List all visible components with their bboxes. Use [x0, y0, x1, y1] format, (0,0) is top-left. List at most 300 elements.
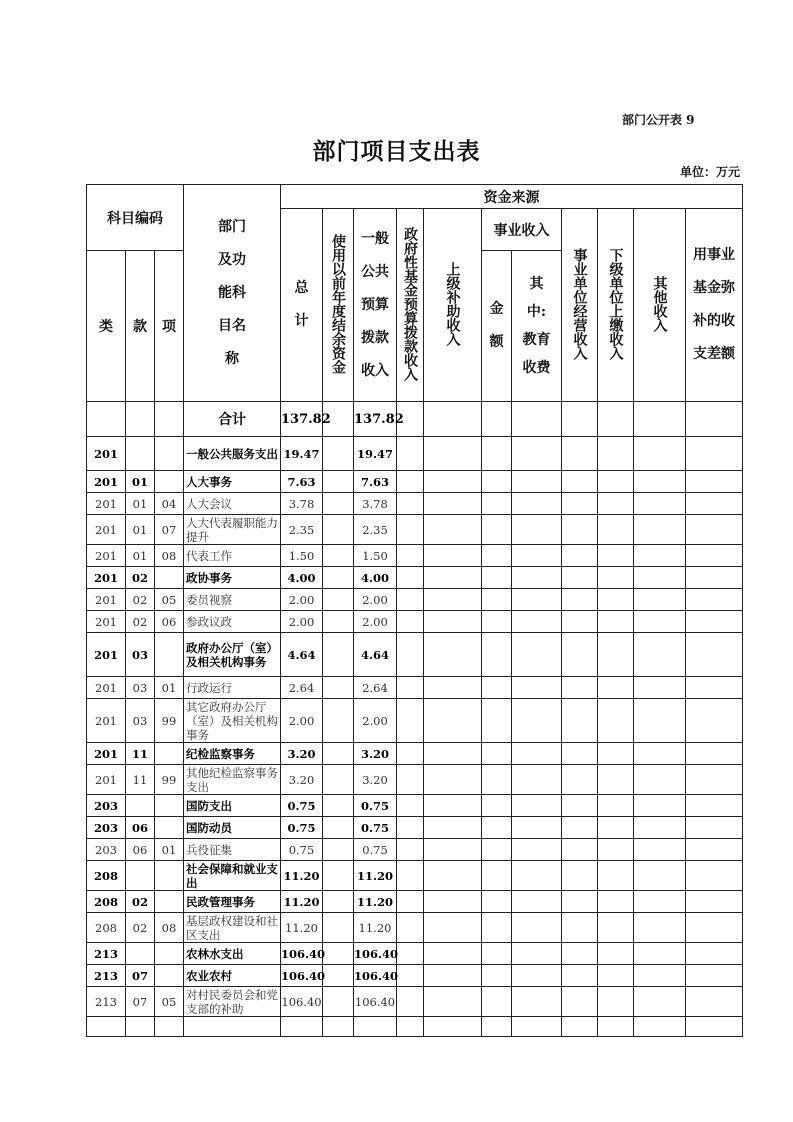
business-amount-cell	[482, 965, 512, 987]
unit-operation-cell	[562, 913, 598, 943]
gov-fund-cell	[397, 699, 424, 743]
edu-fee-cell	[512, 471, 562, 493]
lei-cell: 208	[87, 861, 126, 891]
total-label: 合计	[184, 402, 281, 437]
gov-fund-cell	[397, 743, 424, 765]
unit-operation-cell	[562, 677, 598, 699]
table-row	[87, 891, 743, 913]
gov-fund-cell	[397, 965, 424, 987]
lei-cell: 213	[87, 965, 126, 987]
kuan-cell: 06	[126, 839, 155, 861]
superior-subsidy-cell	[424, 633, 482, 677]
lower-turnover-cell	[598, 611, 634, 633]
prior-balance-cell	[323, 633, 354, 677]
other-income-cell	[634, 545, 686, 567]
fund-offset-cell	[686, 677, 743, 699]
gov-fund-cell	[397, 515, 424, 545]
lei-cell: 213	[87, 943, 126, 965]
other-income-cell	[634, 611, 686, 633]
kuan-cell: 02	[126, 913, 155, 943]
function-name-cell: 民政管理事务	[184, 891, 281, 913]
function-name-cell: 人大会议	[184, 493, 281, 515]
business-amount-cell	[482, 611, 512, 633]
kuan-cell: 01	[126, 545, 155, 567]
gov-fund-cell	[397, 861, 424, 891]
kuan-cell: 11	[126, 743, 155, 765]
prior-balance-cell	[323, 765, 354, 795]
lower-turnover-cell	[598, 471, 634, 493]
unit-operation-cell	[562, 437, 598, 471]
kuan-cell: 02	[126, 589, 155, 611]
prior-balance-cell	[323, 965, 354, 987]
total-cell: 106.40	[281, 943, 323, 965]
function-name-cell: 政府办公厅（室）及相关机构事务	[184, 633, 281, 677]
superior-subsidy-cell	[424, 891, 482, 913]
function-name-cell: 政协事务	[184, 567, 281, 589]
table-row	[87, 633, 743, 677]
other-income-cell	[634, 743, 686, 765]
other-income-cell	[634, 795, 686, 817]
other-income-cell	[634, 943, 686, 965]
lower-turnover-cell	[598, 493, 634, 515]
kuan-cell	[126, 861, 155, 891]
prior-balance-cell	[323, 987, 354, 1017]
business-amount-cell	[482, 765, 512, 795]
lower-turnover-cell	[598, 913, 634, 943]
total-cell: 1.50	[281, 545, 323, 567]
general-budget-cell: 0.75	[354, 839, 397, 861]
lei-cell: 213	[87, 987, 126, 1017]
gov-fund-cell	[397, 633, 424, 677]
unit-operation-header: 事业单位经营收入	[562, 209, 598, 402]
lei-cell: 208	[87, 913, 126, 943]
lower-turnover-cell	[598, 891, 634, 913]
function-name-cell: 对村民委员会和党支部的补助	[184, 987, 281, 1017]
total-cell: 106.40	[281, 965, 323, 987]
xiang-cell	[155, 965, 184, 987]
empty-row	[87, 1017, 743, 1037]
xiang-cell: 08	[155, 545, 184, 567]
unit-operation-cell	[562, 633, 598, 677]
lower-turnover-cell	[598, 943, 634, 965]
lower-turnover-cell	[598, 861, 634, 891]
table-row	[87, 965, 743, 987]
fund-offset-cell	[686, 987, 743, 1017]
kuan-cell: 02	[126, 567, 155, 589]
table-row	[87, 515, 743, 545]
gov-fund-cell	[397, 765, 424, 795]
lei-cell: 201	[87, 589, 126, 611]
other-income-cell	[634, 493, 686, 515]
lower-turnover-cell	[598, 515, 634, 545]
fund-offset-cell	[686, 589, 743, 611]
lower-turnover-cell	[598, 699, 634, 743]
general-budget-header: 一般 公共 预算 拨款 收入	[354, 209, 397, 402]
superior-subsidy-cell	[424, 493, 482, 515]
xiang-header: 项	[155, 251, 184, 402]
total-amount: 137.82	[281, 402, 323, 437]
total-cell: 4.64	[281, 633, 323, 677]
kuan-cell: 02	[126, 611, 155, 633]
lei-cell: 201	[87, 545, 126, 567]
general-budget-cell: 0.75	[354, 817, 397, 839]
gov-fund-cell	[397, 817, 424, 839]
xiang-cell	[155, 567, 184, 589]
total-cell: 11.20	[281, 913, 323, 943]
lei-cell: 201	[87, 699, 126, 743]
xiang-cell	[155, 471, 184, 493]
total-cell: 0.75	[281, 817, 323, 839]
edu-fee-cell	[512, 943, 562, 965]
edu-fee-cell	[512, 913, 562, 943]
edu-fee-cell	[512, 987, 562, 1017]
lei-cell: 201	[87, 677, 126, 699]
general-budget-cell: 0.75	[354, 795, 397, 817]
kuan-cell: 03	[126, 677, 155, 699]
general-budget-cell: 11.20	[354, 891, 397, 913]
general-budget-cell: 7.63	[354, 471, 397, 493]
kuan-cell	[126, 795, 155, 817]
general-budget-cell: 106.40	[354, 943, 397, 965]
kuan-cell: 03	[126, 699, 155, 743]
unit-operation-cell	[562, 987, 598, 1017]
lower-turnover-cell	[598, 965, 634, 987]
total-cell: 2.35	[281, 515, 323, 545]
kuan-cell: 01	[126, 471, 155, 493]
gov-fund-cell	[397, 943, 424, 965]
unit-operation-cell	[562, 817, 598, 839]
xiang-cell	[155, 437, 184, 471]
total-cell: 106.40	[281, 987, 323, 1017]
kuan-cell: 01	[126, 515, 155, 545]
general-budget-cell: 106.40	[354, 965, 397, 987]
edu-fee-cell	[512, 839, 562, 861]
prior-balance-cell	[323, 611, 354, 633]
lei-cell: 203	[87, 817, 126, 839]
kuan-cell: 07	[126, 987, 155, 1017]
prior-balance-cell	[323, 677, 354, 699]
xiang-cell: 01	[155, 677, 184, 699]
lei-cell: 201	[87, 471, 126, 493]
business-amount-cell	[482, 987, 512, 1017]
gov-fund-cell	[397, 795, 424, 817]
xiang-cell: 05	[155, 589, 184, 611]
lower-turnover-cell	[598, 589, 634, 611]
lei-cell: 201	[87, 743, 126, 765]
general-budget-cell: 3.78	[354, 493, 397, 515]
gov-fund-cell	[397, 471, 424, 493]
xiang-cell: 04	[155, 493, 184, 515]
other-income-cell	[634, 891, 686, 913]
business-amount-cell	[482, 913, 512, 943]
unit-operation-cell	[562, 493, 598, 515]
xiang-cell	[155, 743, 184, 765]
table-row	[87, 611, 743, 633]
table-row	[87, 817, 743, 839]
xiang-cell: 07	[155, 515, 184, 545]
function-name-cell: 基层政权建设和社区支出	[184, 913, 281, 943]
table-row	[87, 471, 743, 493]
page-title: 部门项目支出表	[312, 138, 481, 165]
lei-cell: 201	[87, 567, 126, 589]
other-income-cell	[634, 633, 686, 677]
general-budget-cell: 2.00	[354, 611, 397, 633]
xiang-cell: 01	[155, 839, 184, 861]
lei-cell: 201	[87, 493, 126, 515]
edu-fee-cell	[512, 545, 562, 567]
business-amount-cell	[482, 861, 512, 891]
total-cell: 3.20	[281, 765, 323, 795]
total-cell: 2.64	[281, 677, 323, 699]
lower-turnover-cell	[598, 839, 634, 861]
table-row	[87, 743, 743, 765]
amount-header: 金 额	[482, 251, 512, 402]
superior-subsidy-cell	[424, 677, 482, 699]
function-name-cell: 一般公共服务支出	[184, 437, 281, 471]
prior-balance-cell	[323, 493, 354, 515]
unit-operation-cell	[562, 861, 598, 891]
prior-balance-cell	[323, 795, 354, 817]
edu-fee-header: 其 中: 教育 收费	[512, 251, 562, 402]
kuan-header: 款	[126, 251, 155, 402]
lei-header: 类	[87, 251, 126, 402]
business-amount-cell	[482, 493, 512, 515]
business-amount-cell	[482, 943, 512, 965]
lower-turnover-header: 下级单位上缴收入	[598, 209, 634, 402]
table-row	[87, 677, 743, 699]
total-cell: 7.63	[281, 471, 323, 493]
total-cell: 0.75	[281, 795, 323, 817]
prior-balance-cell	[323, 589, 354, 611]
fund-offset-cell	[686, 943, 743, 965]
xiang-cell	[155, 795, 184, 817]
function-name-cell: 国防动员	[184, 817, 281, 839]
table-body	[87, 402, 743, 1037]
edu-fee-cell	[512, 765, 562, 795]
other-income-cell	[634, 589, 686, 611]
lei-cell: 201	[87, 515, 126, 545]
fund-offset-cell	[686, 891, 743, 913]
gov-fund-cell	[397, 913, 424, 943]
funding-source-header: 资金来源	[281, 185, 743, 209]
general-budget-cell: 4.00	[354, 567, 397, 589]
table-row	[87, 839, 743, 861]
gov-fund-cell	[397, 493, 424, 515]
table-row	[87, 589, 743, 611]
edu-fee-cell	[512, 817, 562, 839]
gov-fund-header: 政府性基金预算拨款收入	[397, 209, 424, 402]
table-row	[87, 913, 743, 943]
other-income-cell	[634, 471, 686, 493]
project-expenditure-table	[86, 184, 743, 1037]
lei-cell: 201	[87, 765, 126, 795]
subject-code-header: 科目编码	[87, 185, 184, 251]
gov-fund-cell	[397, 437, 424, 471]
other-income-cell	[634, 515, 686, 545]
edu-fee-cell	[512, 743, 562, 765]
xiang-cell: 99	[155, 699, 184, 743]
kuan-cell: 02	[126, 891, 155, 913]
superior-subsidy-cell	[424, 515, 482, 545]
unit-operation-cell	[562, 765, 598, 795]
prior-balance-cell	[323, 817, 354, 839]
kuan-cell	[126, 437, 155, 471]
total-cell: 2.00	[281, 611, 323, 633]
lower-turnover-cell	[598, 437, 634, 471]
other-income-cell	[634, 839, 686, 861]
other-income-cell	[634, 677, 686, 699]
total-cell: 3.78	[281, 493, 323, 515]
fund-offset-cell	[686, 765, 743, 795]
unit-operation-cell	[562, 943, 598, 965]
superior-subsidy-cell	[424, 437, 482, 471]
lei-cell: 201	[87, 611, 126, 633]
gov-fund-cell	[397, 891, 424, 913]
lower-turnover-cell	[598, 795, 634, 817]
unit-operation-cell	[562, 611, 598, 633]
table-row	[87, 943, 743, 965]
table-header	[87, 185, 743, 402]
edu-fee-cell	[512, 677, 562, 699]
business-amount-cell	[482, 839, 512, 861]
total-row	[87, 402, 743, 437]
prior-balance-cell	[323, 545, 354, 567]
business-amount-cell	[482, 817, 512, 839]
fund-offset-cell	[686, 437, 743, 471]
business-amount-cell	[482, 589, 512, 611]
general-budget-cell: 4.64	[354, 633, 397, 677]
function-name-cell: 行政运行	[184, 677, 281, 699]
business-amount-cell	[482, 677, 512, 699]
other-income-cell	[634, 437, 686, 471]
gov-fund-cell	[397, 839, 424, 861]
table-row	[87, 765, 743, 795]
other-income-cell	[634, 817, 686, 839]
lower-turnover-cell	[598, 567, 634, 589]
superior-subsidy-cell	[424, 839, 482, 861]
business-amount-cell	[482, 471, 512, 493]
other-income-cell	[634, 861, 686, 891]
fund-offset-cell	[686, 515, 743, 545]
unit-operation-cell	[562, 545, 598, 567]
total-cell: 3.20	[281, 743, 323, 765]
fund-offset-cell	[686, 795, 743, 817]
total-cell: 2.00	[281, 699, 323, 743]
general-budget-cell: 2.64	[354, 677, 397, 699]
superior-subsidy-cell	[424, 699, 482, 743]
other-income-cell	[634, 965, 686, 987]
superior-subsidy-cell	[424, 471, 482, 493]
xiang-cell	[155, 943, 184, 965]
xiang-cell: 99	[155, 765, 184, 795]
kuan-cell: 07	[126, 965, 155, 987]
form-code: 部门公开表 9	[622, 113, 695, 127]
xiang-cell: 05	[155, 987, 184, 1017]
fund-offset-cell	[686, 471, 743, 493]
lower-turnover-cell	[598, 817, 634, 839]
edu-fee-cell	[512, 633, 562, 677]
table-row	[87, 795, 743, 817]
fund-offset-cell	[686, 965, 743, 987]
function-name-cell: 国防支出	[184, 795, 281, 817]
table-row	[87, 567, 743, 589]
general-budget-cell: 2.00	[354, 699, 397, 743]
other-income-cell	[634, 699, 686, 743]
prior-balance-cell	[323, 515, 354, 545]
table-row	[87, 699, 743, 743]
lei-cell: 203	[87, 839, 126, 861]
business-amount-cell	[482, 795, 512, 817]
unit-operation-cell	[562, 699, 598, 743]
fund-offset-cell	[686, 567, 743, 589]
function-name-cell: 其他纪检监察事务支出	[184, 765, 281, 795]
gov-fund-cell	[397, 677, 424, 699]
prior-balance-cell	[323, 943, 354, 965]
unit-label: 单位：万元	[680, 165, 741, 179]
general-budget-cell: 19.47	[354, 437, 397, 471]
fund-offset-cell	[686, 839, 743, 861]
superior-subsidy-cell	[424, 987, 482, 1017]
unit-operation-cell	[562, 589, 598, 611]
superior-subsidy-cell	[424, 611, 482, 633]
business-amount-cell	[482, 891, 512, 913]
kuan-cell: 01	[126, 493, 155, 515]
xiang-cell	[155, 891, 184, 913]
kuan-cell: 06	[126, 817, 155, 839]
other-income-cell	[634, 913, 686, 943]
function-name-cell: 农林水支出	[184, 943, 281, 965]
general-budget-cell: 1.50	[354, 545, 397, 567]
edu-fee-cell	[512, 567, 562, 589]
edu-fee-cell	[512, 891, 562, 913]
general-budget-cell: 2.00	[354, 589, 397, 611]
general-budget-cell: 2.35	[354, 515, 397, 545]
total-cell: 11.20	[281, 891, 323, 913]
function-name-cell: 代表工作	[184, 545, 281, 567]
unit-operation-cell	[562, 471, 598, 493]
edu-fee-cell	[512, 699, 562, 743]
function-name-cell: 农业农村	[184, 965, 281, 987]
business-amount-cell	[482, 699, 512, 743]
general-budget-cell: 11.20	[354, 861, 397, 891]
other-income-cell	[634, 987, 686, 1017]
lower-turnover-cell	[598, 545, 634, 567]
edu-fee-cell	[512, 965, 562, 987]
prior-balance-cell	[323, 567, 354, 589]
superior-subsidy-cell	[424, 965, 482, 987]
total-cell: 2.00	[281, 589, 323, 611]
prior-balance-cell	[323, 437, 354, 471]
superior-subsidy-cell	[424, 795, 482, 817]
unit-operation-cell	[562, 891, 598, 913]
edu-fee-cell	[512, 611, 562, 633]
function-name-cell: 兵役征集	[184, 839, 281, 861]
lower-turnover-cell	[598, 987, 634, 1017]
gov-fund-cell	[397, 545, 424, 567]
business-amount-cell	[482, 743, 512, 765]
total-cell: 19.47	[281, 437, 323, 471]
superior-subsidy-cell	[424, 765, 482, 795]
function-name-cell: 人大事务	[184, 471, 281, 493]
superior-subsidy-cell	[424, 943, 482, 965]
general-budget-cell: 11.20	[354, 913, 397, 943]
superior-subsidy-header: 上级补助收入	[424, 209, 482, 402]
superior-subsidy-cell	[424, 545, 482, 567]
table-row	[87, 861, 743, 891]
superior-subsidy-cell	[424, 817, 482, 839]
dept-name-header: 部门 及功 能科 目名 称	[184, 185, 281, 402]
total-cell: 4.00	[281, 567, 323, 589]
